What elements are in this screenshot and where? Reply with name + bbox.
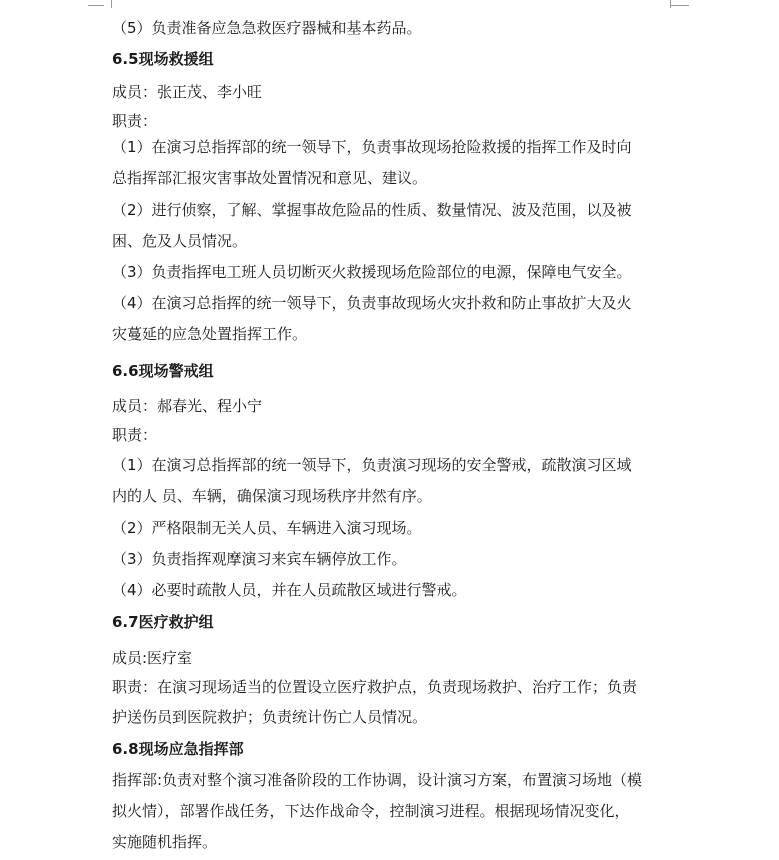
text-line: 成员：张正茂、李小旺 <box>112 83 263 101</box>
text-line: 成员：郝春光、程小宁 <box>112 397 263 415</box>
text-line: 职责： <box>112 112 158 130</box>
text-line: （2）严格限制无关人员、车辆进入演习现场。 <box>112 519 422 537</box>
crop-mark-right-h <box>671 5 689 6</box>
text-line: （5）负责准备应急急救医疗器械和基本药品。 <box>112 19 422 37</box>
text-line: 总指挥部汇报灾害事故处置情况和意见、建议。 <box>112 169 428 187</box>
text-line: 职责：在演习现场适当的位置设立医疗救护点，负责现场救护、治疗工作；负责 <box>112 678 638 696</box>
text-line: 内的人 员、车辆，确保演习现场秩序井然有序。 <box>112 487 432 505</box>
text-line: 指挥部:负责对整个演习准备阶段的工作协调，设计演习方案，布置演习场地（模 <box>112 771 643 789</box>
text-line: 灾蔓延的应急处置指挥工作。 <box>112 325 308 343</box>
crop-mark-left-h <box>88 5 104 6</box>
crop-mark-left <box>103 0 112 8</box>
text-line: 实施随机指挥。 <box>112 833 218 851</box>
section-heading: 6.7医疗救护组 <box>112 613 214 631</box>
text-line: 护送伤员到医院救护；负责统计伤亡人员情况。 <box>112 708 428 726</box>
section-heading: 6.8现场应急指挥部 <box>112 740 244 758</box>
text-line: （4）在演习总指挥的统一领导下，负责事故现场火灾扑救和防止事故扩大及火 <box>112 294 632 312</box>
text-line: 拟火情），部署作战任务，下达作战命令，控制演习进程。根据现场情况变化， <box>112 802 630 820</box>
text-line: 困、危及人员情况。 <box>112 232 248 250</box>
text-line: 职责： <box>112 426 158 444</box>
text-line: （4）必要时疏散人员，并在人员疏散区域进行警戒。 <box>112 581 467 599</box>
crop-mark-right <box>670 0 679 8</box>
text-line: （2）进行侦察，了解、掌握事故危险品的性质、数量情况、波及范围，以及被 <box>112 201 632 219</box>
text-line: （3）负责指挥电工班人员切断灭火救援现场危险部位的电源，保障电气安全。 <box>112 263 632 281</box>
text-line: （1）在演习总指挥部的统一领导下，负责演习现场的安全警戒，疏散演习区域 <box>112 456 632 474</box>
text-line: 成员:医疗室 <box>112 649 193 667</box>
text-line: （3）负责指挥观摩演习来宾车辆停放工作。 <box>112 550 407 568</box>
text-line: （1）在演习总指挥部的统一领导下，负责事故现场抢险救援的指挥工作及时向 <box>112 138 632 156</box>
section-heading: 6.6现场警戒组 <box>112 362 214 380</box>
section-heading: 6.5现场救援组 <box>112 50 214 68</box>
